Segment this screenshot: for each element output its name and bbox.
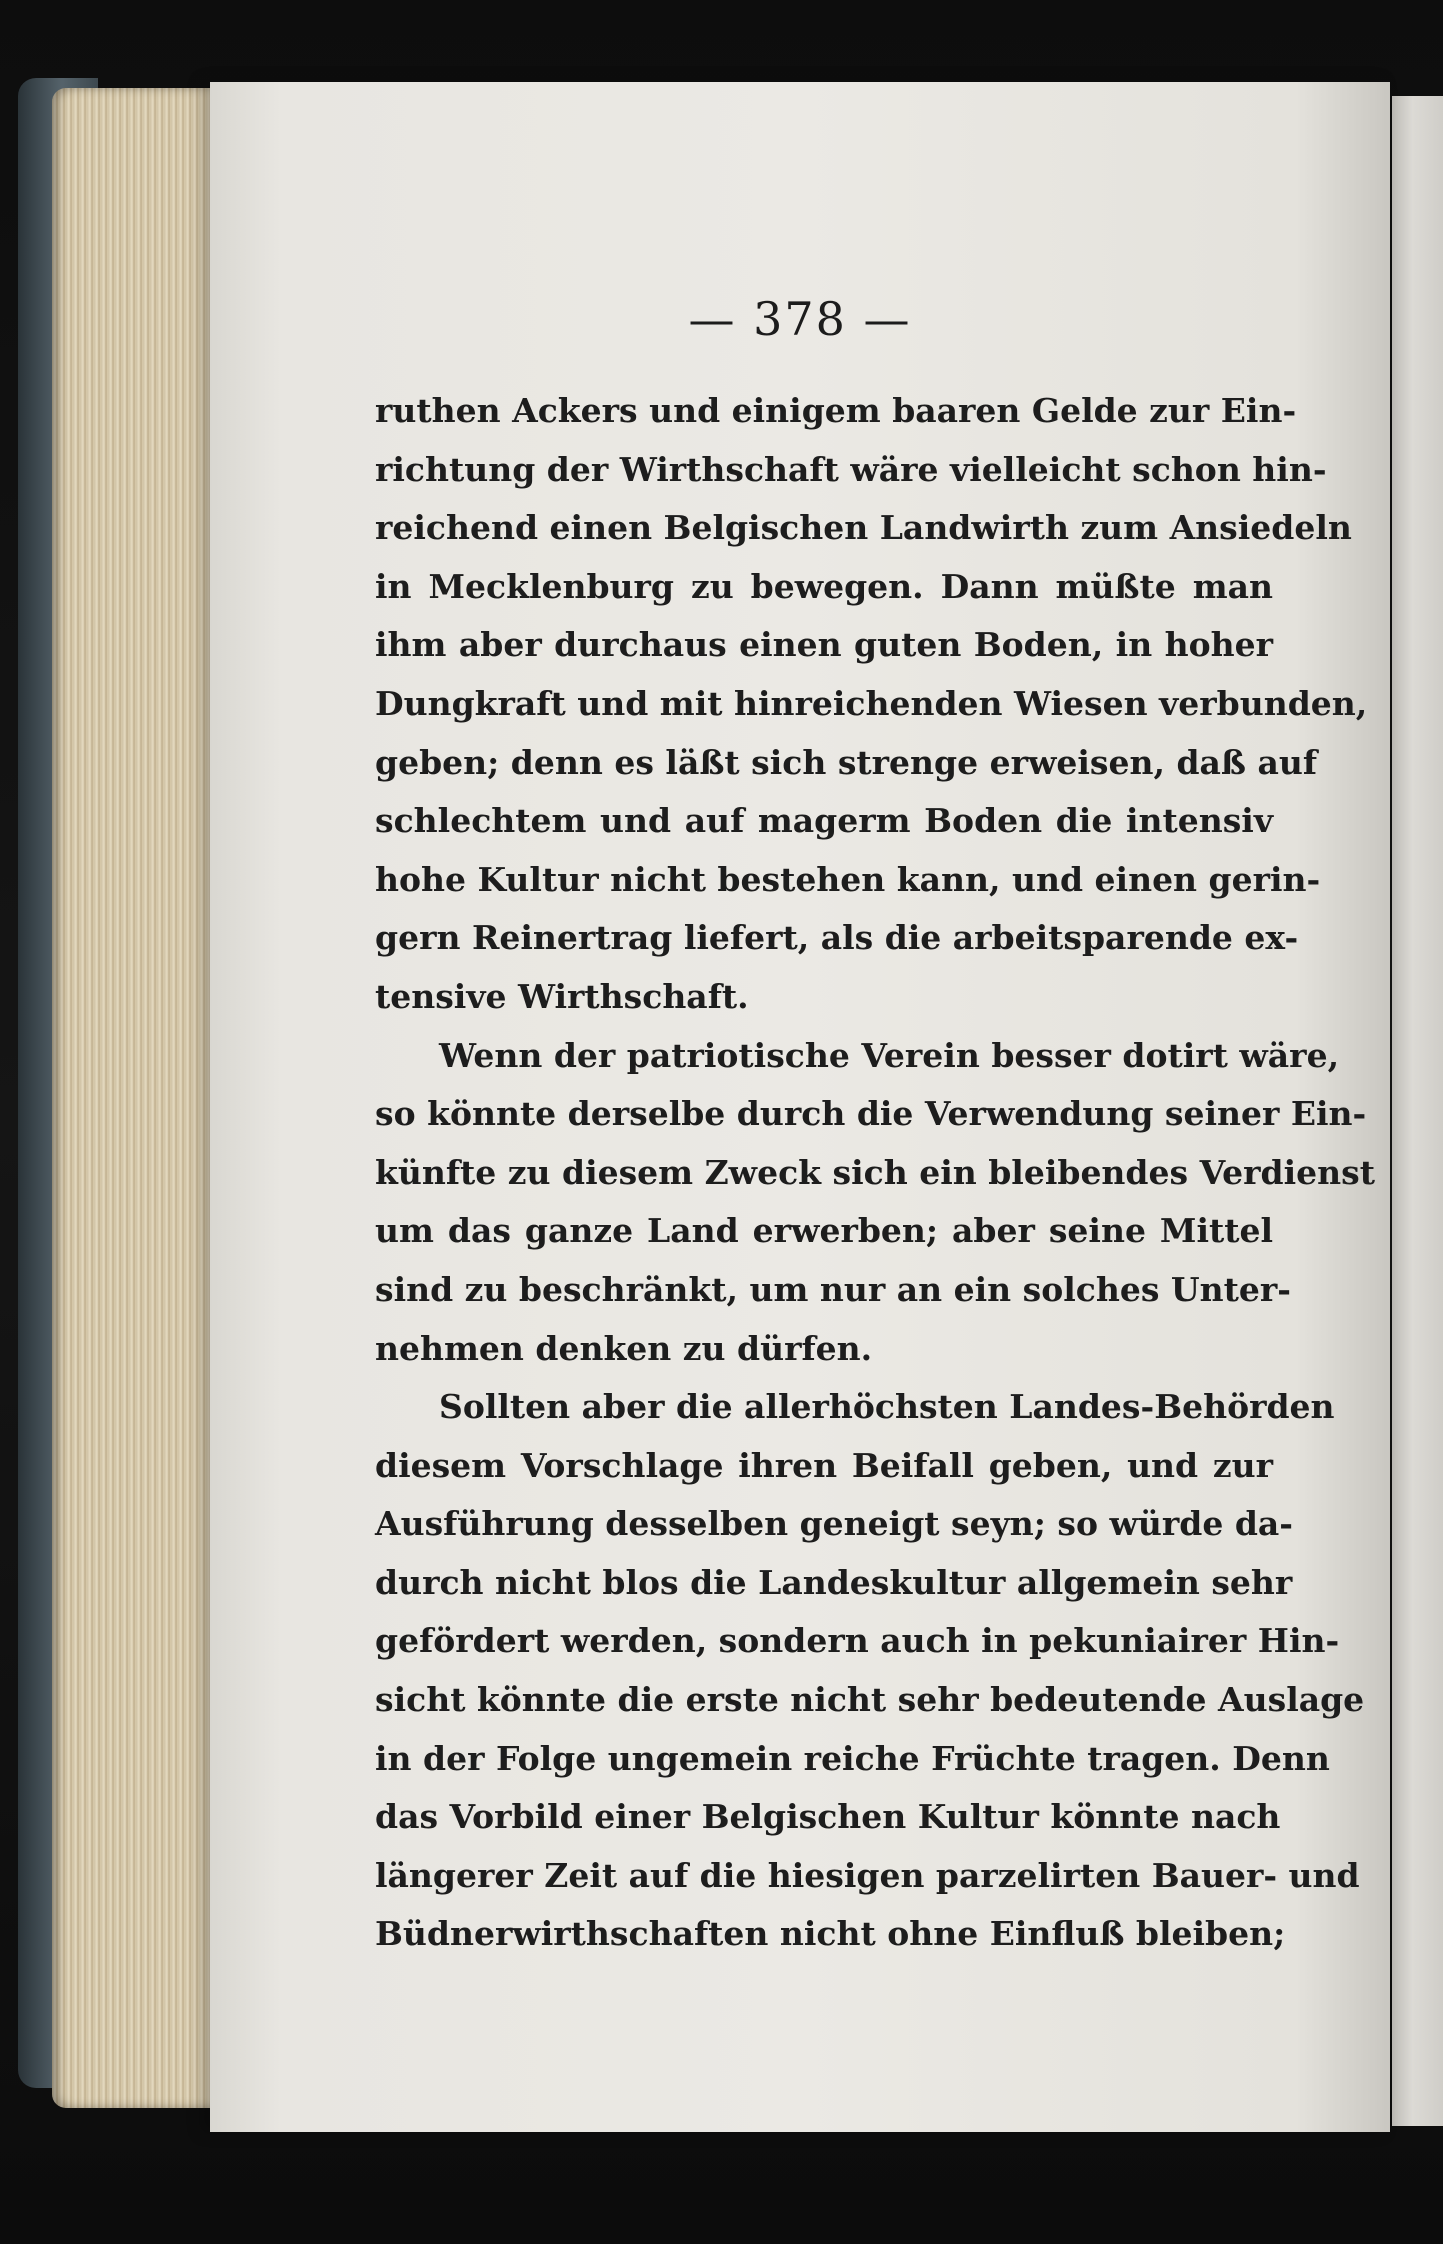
- text-line: schlechtem und auf magerm Boden die intensiv: [375, 801, 1273, 841]
- next-page-edge: [1392, 96, 1443, 2126]
- text-line: nehmen denken zu dürfen.: [375, 1328, 873, 1368]
- text-line: richtung der Wirthschaft wäre vielleicht schon hin-: [375, 449, 1327, 489]
- text-line: Sollten aber die allerhöchsten Landes-Behörden: [439, 1387, 1335, 1427]
- text-line: tensive Wirthschaft.: [375, 976, 749, 1016]
- text-line: künfte zu diesem Zweck sich ein bleibendes Verdienst: [375, 1152, 1375, 1192]
- text-line: reichend einen Belgischen Landwirth zum Ansiedeln: [375, 508, 1352, 548]
- text-line: längerer Zeit auf die hiesigen parzelirten Bauer- und: [375, 1855, 1360, 1895]
- text-line: Wenn der patriotische Verein besser dotirt wäre,: [439, 1035, 1340, 1075]
- text-line: gern Reinertrag liefert, als die arbeitsparende ex-: [375, 918, 1299, 958]
- text-line: das Vorbild einer Belgischen Kultur könnte nach: [375, 1797, 1281, 1837]
- body-text: [375, 382, 1375, 1964]
- text-line: sicht könnte die erste nicht sehr bedeutende Auslage: [375, 1680, 1365, 1720]
- text-line: diesem Vorschlage ihren Beifall geben, und zur: [375, 1445, 1273, 1485]
- text-line: Dungkraft und mit hinreichenden Wiesen verbunden,: [375, 683, 1368, 723]
- book-page: [210, 82, 1390, 2132]
- text-line: hohe Kultur nicht bestehen kann, und einen gerin-: [375, 859, 1321, 899]
- text-line: in der Folge ungemein reiche Früchte tragen. Denn: [375, 1738, 1330, 1778]
- text-line: in Mecklenburg zu bewegen. Dann müßte man: [375, 566, 1273, 606]
- page-number: — 378 —: [688, 292, 912, 346]
- text-line: Büdnerwirthschaften nicht ohne Einfluß bleiben;: [375, 1914, 1286, 1954]
- page-edges: [52, 88, 212, 2108]
- text-line: Ausführung desselben geneigt seyn; so würde da-: [375, 1504, 1293, 1544]
- text-line: ihm aber durchaus einen guten Boden, in hoher: [375, 625, 1273, 665]
- text-line: durch nicht blos die Landeskultur allgemein sehr: [375, 1562, 1293, 1602]
- text-line: ruthen Ackers und einigem baaren Gelde zur Ein-: [375, 391, 1297, 430]
- text-line: so könnte derselbe durch die Verwendung seiner Ein-: [375, 1094, 1367, 1134]
- text-line: sind zu beschränkt, um nur an ein solches Unter-: [375, 1269, 1291, 1309]
- text-line: gefördert werden, sondern auch in pekuniairer Hin-: [375, 1621, 1340, 1661]
- text-line: um das ganze Land erwerben; aber seine Mittel: [375, 1211, 1273, 1251]
- text-line: geben; denn es läßt sich strenge erweisen, daß auf: [375, 742, 1318, 782]
